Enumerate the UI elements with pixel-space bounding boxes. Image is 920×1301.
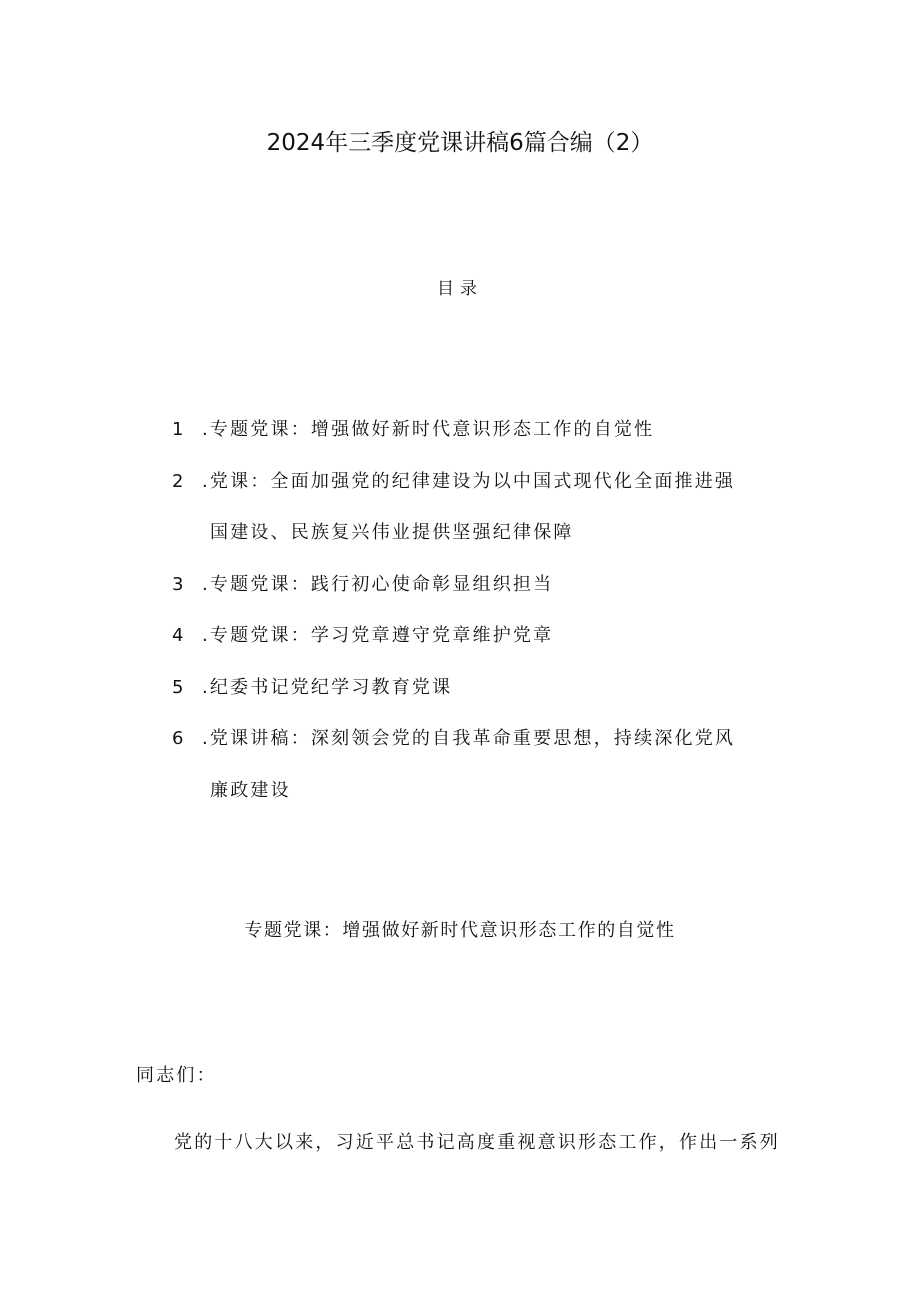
section-heading: 专题党课：增强做好新时代意识形态工作的自觉性 xyxy=(244,920,676,941)
toc-item-text: .专题党课：增强做好新时代意识形态工作的自觉性 xyxy=(202,419,655,440)
toc-item-2 xyxy=(172,467,735,493)
toc-item-text: .专题党课：学习党章遵守党章维护党章 xyxy=(202,625,554,646)
toc-heading: 目录 xyxy=(437,279,483,299)
toc-item-text: .党课：全面加强党的纪律建设为以中国式现代化全面推进强 xyxy=(202,471,736,492)
body-paragraph: 党的十八大以来，习近平总书记高度重视意识形态工作，作出一系列 xyxy=(174,1132,780,1153)
document-title: 2024年三季度党课讲稿6篇合编（2） xyxy=(266,130,654,156)
toc-item-2-continuation: 国建设、民族复兴伟业提供坚强纪律保障 xyxy=(210,522,574,543)
toc-item-6 xyxy=(172,724,735,750)
toc-item-number: 2 xyxy=(172,471,186,492)
toc-item-text: .专题党课：践行初心使命彰显组织担当 xyxy=(202,574,554,595)
toc-item-5 xyxy=(172,673,452,699)
toc-item-text: .党课讲稿：深刻领会党的自我革命重要思想，持续深化党风 xyxy=(202,728,736,749)
toc-item-6-continuation: 廉政建设 xyxy=(210,780,291,801)
toc-item-number: 3 xyxy=(172,574,186,595)
toc-item-number: 4 xyxy=(172,625,186,646)
toc-item-3 xyxy=(172,570,553,596)
toc-item-number: 6 xyxy=(172,728,186,749)
toc-item-1 xyxy=(172,415,654,441)
toc-item-4 xyxy=(172,621,553,647)
salutation: 同志们： xyxy=(136,1065,217,1086)
toc-item-number: 5 xyxy=(172,677,186,698)
toc-item-number: 1 xyxy=(172,419,186,440)
toc-item-text: .纪委书记党纪学习教育党课 xyxy=(202,677,453,698)
